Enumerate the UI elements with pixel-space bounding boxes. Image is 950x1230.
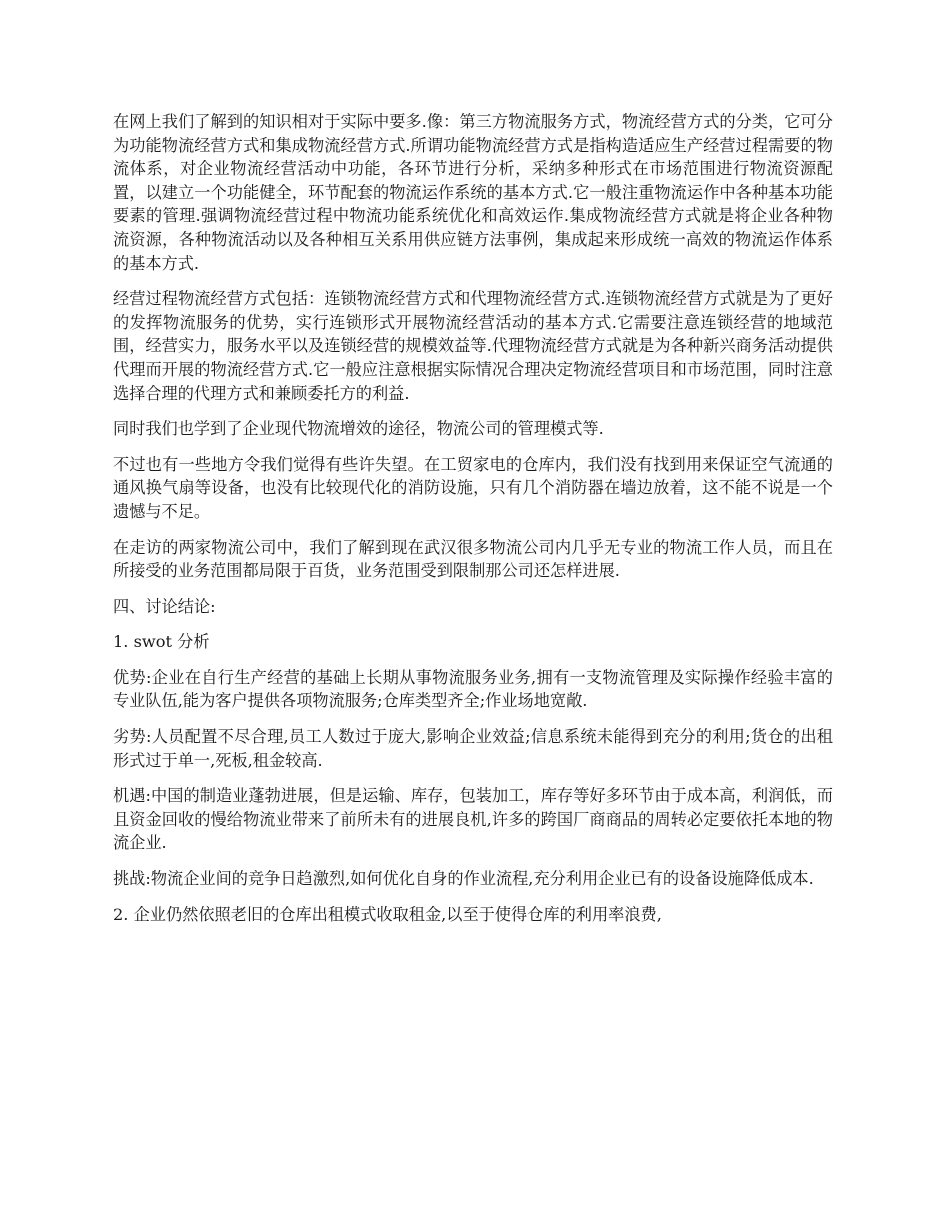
section-heading-conclusion: 四、讨论结论: bbox=[113, 596, 216, 616]
paragraph-wuhan-companies: 在走访的两家物流公司中，我们了解到现在武汉很多物流公司内几乎无专业的物流工作人员，而且在所接受的业务范围都局限于百货，业务范围受到限制那公司还怎样进展. bbox=[113, 537, 833, 581]
paragraph-opportunities: 机遇:中国的制造业蓬勃进展，但是运输、库存，包装加工，库存等好多环节由于成本高，利润低，而且资金回收的慢给物流业带来了前所未有的进展良机,许多的跨国厂商商品的周转必定要依托本地的物流企业. bbox=[113, 786, 833, 853]
paragraph-disappointment: 不过也有一些地方令我们觉得有些许失望。在工贸家电的仓库内，我们没有找到用来保证空气流通的通风换气扇等设备，也没有比较现代化的消防设施，只有几个消防器在墙边放着，这不能不说是一个遗憾与不足。 bbox=[113, 454, 833, 521]
paragraph-strengths: 优势:企业在自行生产经营的基础上长期从事物流服务业务,拥有一支物流管理及实际操作经验丰富的专业队伍,能为客户提供各项物流服务;仓库类型齐全;作业场地宽敞. bbox=[113, 667, 833, 711]
paragraph-point-two: 2. 企业仍然依照老旧的仓库出租模式收取租金,以至于使得仓库的利用率浪费, bbox=[113, 904, 662, 924]
paragraph-efficiency: 同时我们也学到了企业现代物流增效的途径，物流公司的管理模式等. bbox=[113, 419, 604, 439]
subheading-swot: 1. swot 分析 bbox=[113, 632, 210, 652]
paragraph-process-modes: 经营过程物流经营方式包括：连锁物流经营方式和代理物流经营方式.连锁物流经营方式就是为了更好的发挥物流服务的优势，实行连锁形式开展物流经营活动的基本方式.它需要注意连锁经营的地域范围，经营实力，服务水平以及连锁经营的规模效益等.代理物流经营方式就是为各种新兴商务活动提供代理而开展的物流经营方式.它一般应注意根据实际情况合理决定物流经营项目和市场范围，同时注意选择合理的代理方式和兼顾委托方的利益. bbox=[113, 289, 833, 403]
document-body bbox=[113, 110, 833, 938]
paragraph-threats: 挑战:物流企业间的竞争日趋激烈,如何优化自身的作业流程,充分利用企业已有的设备设施降低成本. bbox=[113, 869, 814, 889]
paragraph-knowledge-online: 在网上我们了解到的知识相对于实际中要多.像：第三方物流服务方式，物流经营方式的分类，它可分为功能物流经营方式和集成物流经营方式.所谓功能物流经营方式是指构造适应生产经营过程需要的物流体系，对企业物流经营活动中功能，各环节进行分析，采纳多种形式在市场范围进行物流资源配置，以建立一个功能健全，环节配套的物流运作系统的基本方式.它一般注重物流运作中各种基本功能要素的管理.强调物流经营过程中物流功能系统优化和高效运作.集成物流经营方式就是将企业各种物流资源，各种物流活动以及各种相互关系用供应链方法事例，集成起来形成统一高效的物流运作体系的基本方式. bbox=[113, 112, 833, 273]
paragraph-weaknesses: 劣势:人员配置不尽合理,员工人数过于庞大,影响企业效益;信息系统未能得到充分的利用;货仓的出租形式过于单一,死板,租金较高. bbox=[113, 727, 833, 770]
